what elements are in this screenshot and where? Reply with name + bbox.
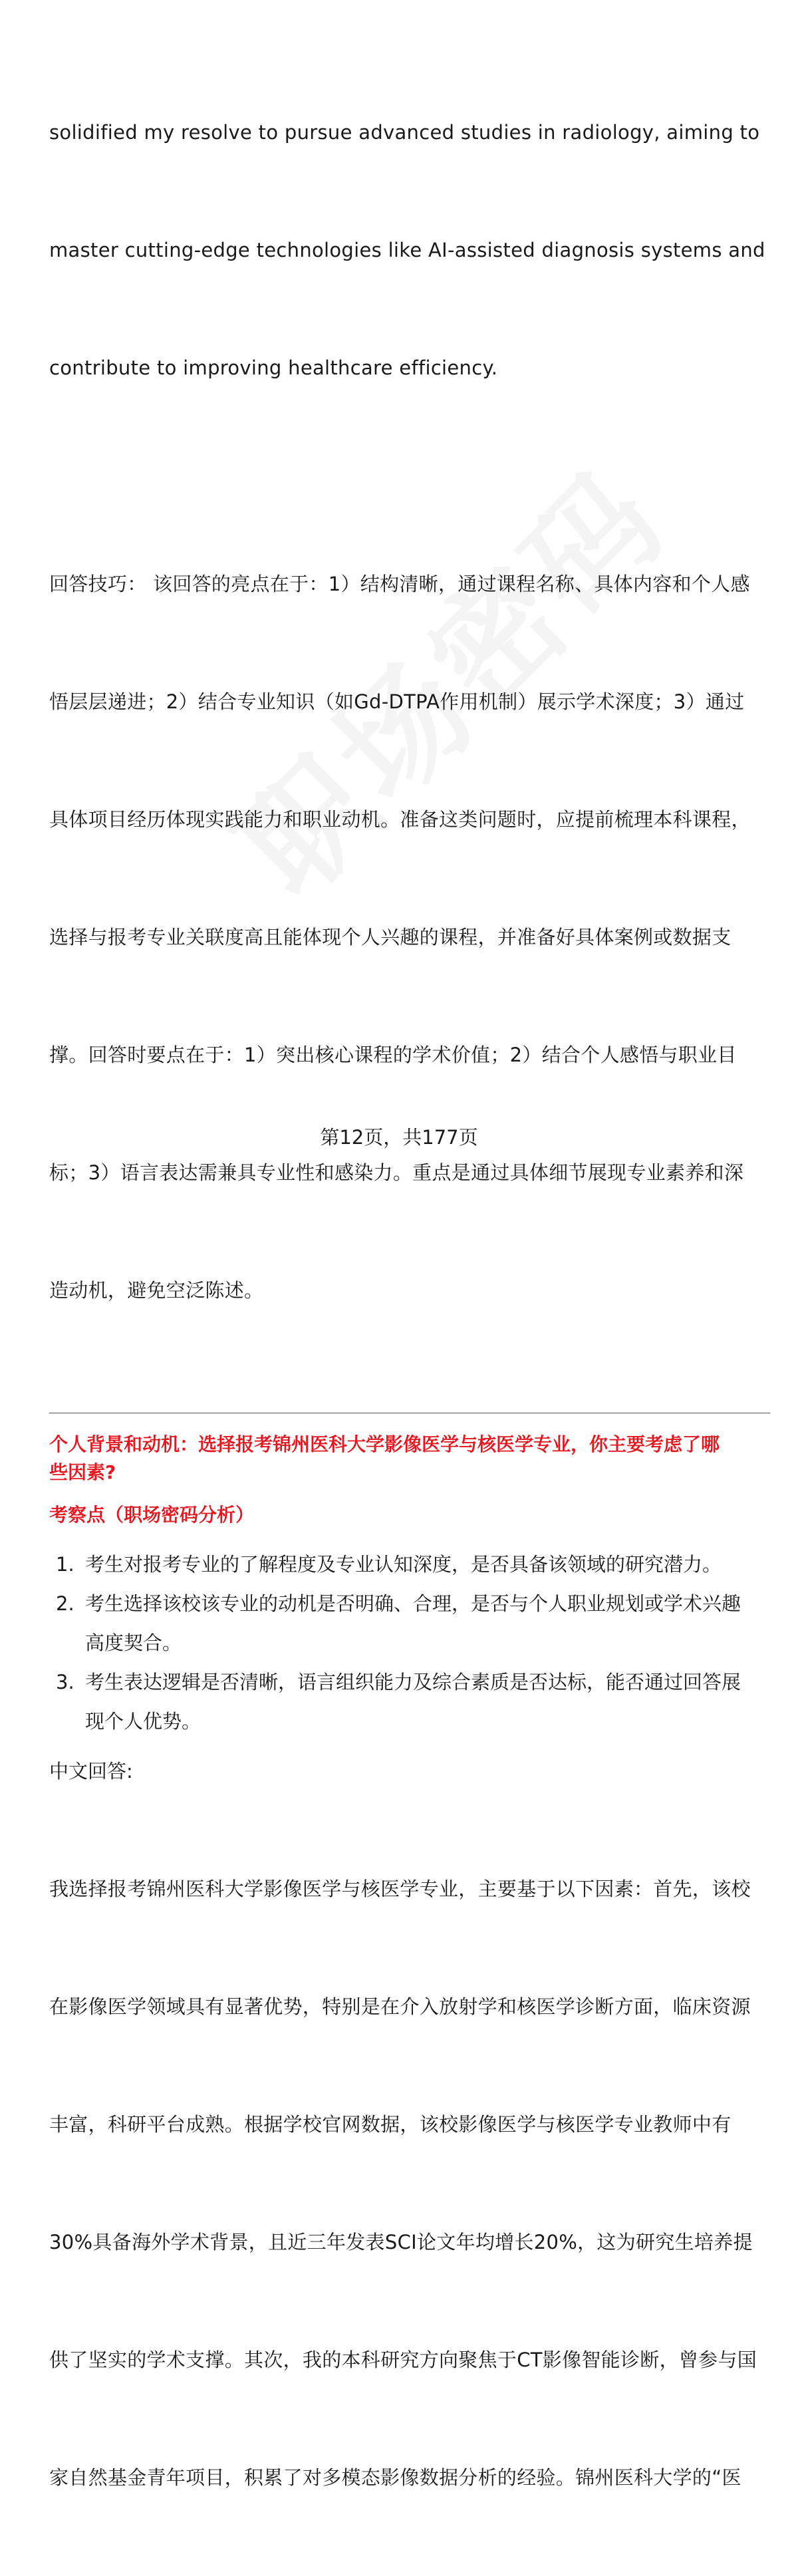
list-item-number: 1. <box>56 1553 74 1576</box>
paragraph-line: 造动机，避免空泛陈述。 <box>49 1279 264 1302</box>
paragraph-line: solidified my resolve to pursue advanced studies in radiology, aiming to <box>49 121 760 144</box>
list-item <box>49 1584 767 1663</box>
list-item-text: 现个人优势。 <box>85 1710 201 1733</box>
question-line: 些因素? <box>49 1461 116 1483</box>
paragraph-line: master cutting-edge technologies like AI-assisted diagnosis systems and <box>49 239 765 261</box>
paragraph-line: 回答技巧： 该回答的亮点在于：1）结构清晰，通过课程名称、具体内容和个人感 <box>49 573 750 595</box>
list-item <box>49 1663 767 1741</box>
paragraph-line: contribute to improving healthcare efficiency. <box>49 357 498 379</box>
paragraph-line: 选择与报考专业关联度高且能体现个人兴趣的课程，并准备好具体案例或数据支 <box>49 926 732 948</box>
paragraph-line: 标；3）语言表达需兼具专业性和感染力。重点是通过具体细节展现专业素养和深 <box>49 1161 744 1184</box>
list-item <box>49 1545 767 1584</box>
paragraph-line: 供了坚实的学术支撑。其次，我的本科研究方向聚焦于CT影像智能诊断，曾参与国 <box>49 2349 757 2371</box>
paragraph-line: 丰富，科研平台成熟。根据学校官网数据，该校影像医学与核医学专业教师中有 <box>49 2113 732 2136</box>
intro-english-paragraph <box>49 35 767 466</box>
chinese-answer-label: 中文回答: <box>49 1760 133 1783</box>
paragraph-line: 撑。回答时要点在于：1）突出核心课程的学术价值；2）结合个人感悟与职业目 <box>49 1044 737 1066</box>
page-number-footer: 第12页，共177页 <box>320 1126 478 1149</box>
list-item-number: 3. <box>56 1671 74 1693</box>
paragraph-line: 悟层层递进；2）结合专业知识（如Gd-DTPA作用机制）展示学术深度；3）通过 <box>49 690 745 713</box>
list-item-text: 高度契合。 <box>85 1632 182 1654</box>
paragraph-line: 具体项目经历体现实践能力和职业动机。准备这类问题时，应提前梳理本科课程， <box>49 808 751 831</box>
paragraph-line: 我选择报考锦州医科大学影像医学与核医学专业，主要基于以下因素：首先，该校 <box>49 1878 751 1900</box>
paragraph-line: 30%具备海外学术背景，且近三年发表SCI论文年均增长20%，这为研究生培养提 <box>49 2231 753 2253</box>
paragraph-line: 家自然基金青年项目，积累了对多模态影像数据分析的经验。锦州医科大学的“医 <box>49 2466 741 2489</box>
list-item-text: 考生对报考专业的了解程度及专业认知深度，是否具备该领域的研究潜力。 <box>85 1553 722 1576</box>
assessment-points-list <box>49 1545 767 1741</box>
paragraph-line: 在影像医学领域具有显著优势，特别是在介入放射学和核医学诊断方面，临床资源 <box>49 1995 751 2018</box>
document-page <box>49 35 767 2576</box>
list-item-text: 考生选择该校该专业的动机是否明确、合理，是否与个人职业规划或学术兴趣 <box>85 1592 741 1615</box>
chinese-answer-paragraph <box>49 1791 767 2576</box>
answer-tips-paragraph <box>49 486 767 1389</box>
assessment-points-heading: 考察点（职场密码分析） <box>49 1504 255 1526</box>
question-line: 个人背景和动机：选择报考锦州医科大学影像医学与核医学专业，你主要考虑了哪 <box>49 1433 720 1455</box>
list-item-number: 2. <box>56 1592 74 1615</box>
question-heading <box>49 1431 767 1487</box>
list-item-text: 考生表达逻辑是否清晰，语言组织能力及综合素质是否达标，能否通过回答展 <box>85 1671 741 1693</box>
